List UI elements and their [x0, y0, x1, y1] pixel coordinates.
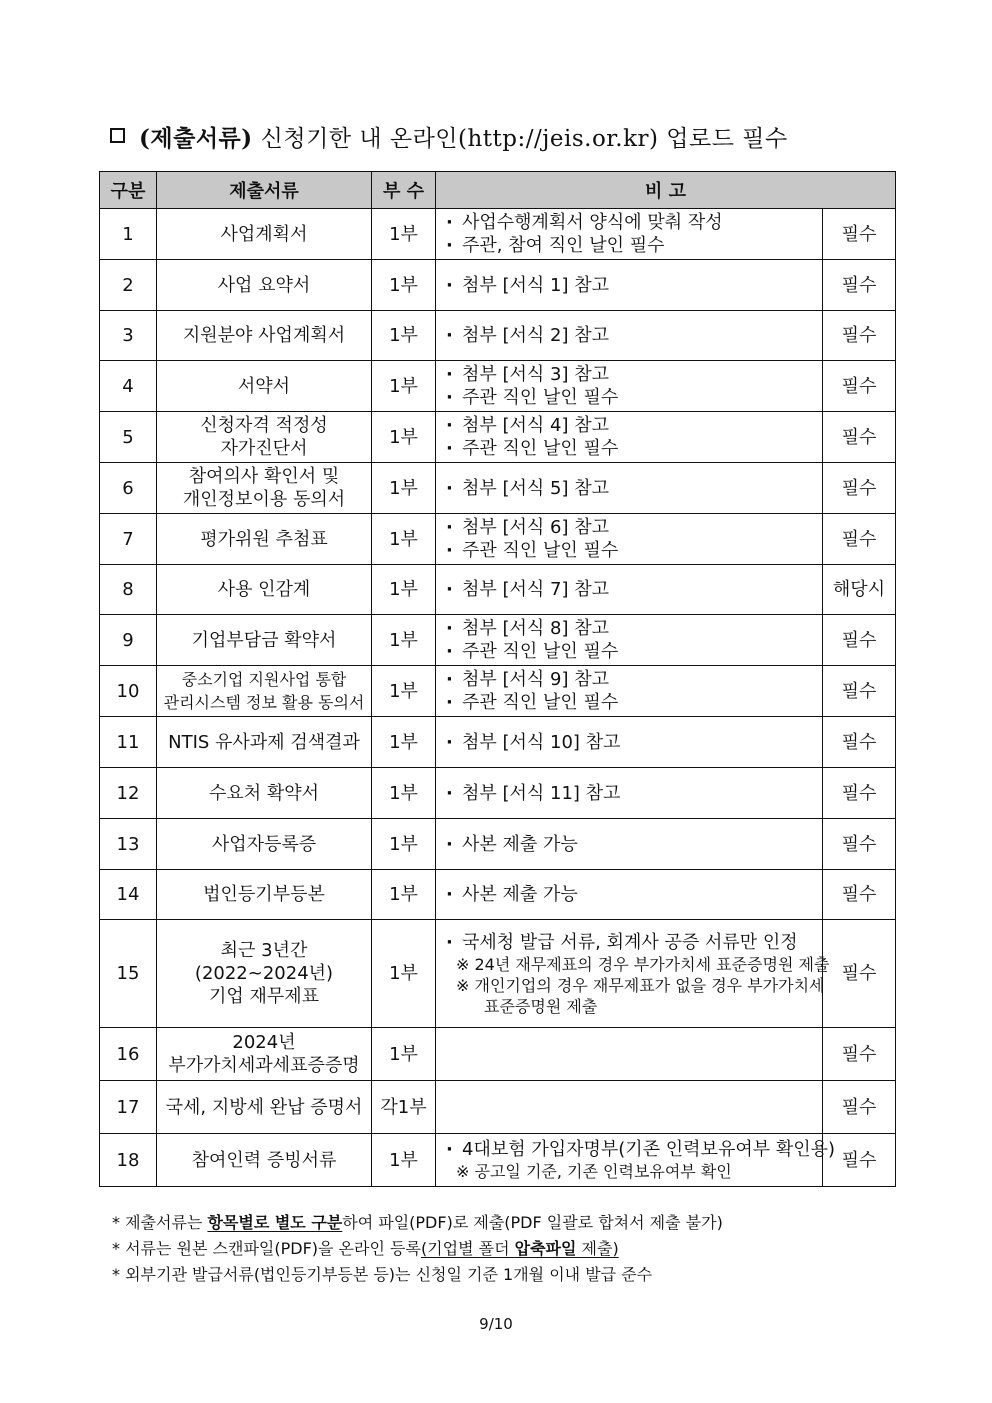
document-line: 자가진단서: [220, 438, 308, 459]
row-required: 필수: [823, 412, 896, 463]
row-copies: 1부: [372, 717, 436, 768]
row-document: 참여인력 증빙서류: [157, 1134, 372, 1187]
row-document: 사업자등록증: [157, 819, 372, 870]
document-line: 부가가치세과세표증증명: [168, 1055, 360, 1076]
note-item: · 주관 직인 날인 필수: [446, 691, 822, 714]
row-copies: 1부: [372, 412, 436, 463]
row-no: 8: [100, 565, 157, 615]
row-notes: [436, 209, 823, 260]
document-line: 최근 3년간: [220, 940, 308, 961]
row-copies: 1부: [372, 615, 436, 666]
document-line: 신청자격 적정성: [200, 415, 328, 436]
row-required: 필수: [823, 1081, 896, 1134]
row-no: 2: [100, 260, 157, 311]
row-required: 필수: [823, 463, 896, 514]
table-row: [100, 260, 896, 311]
note-item: · 첨부 [서식 10] 참고: [446, 731, 822, 754]
row-document: 법인등기부등본: [157, 870, 372, 920]
row-required: 필수: [823, 870, 896, 920]
section-title: [110, 120, 788, 153]
footnote-emphasis: 항목별로 별도 구분: [207, 1213, 343, 1232]
row-no: 18: [100, 1134, 157, 1187]
document-line: 기업 재무제표: [208, 986, 320, 1007]
row-copies: 1부: [372, 209, 436, 260]
row-required: 필수: [823, 311, 896, 361]
row-notes: [436, 1134, 836, 1187]
document-line: 개인정보이용 동의서: [182, 489, 346, 510]
row-no: 16: [100, 1028, 157, 1081]
row-no: 5: [100, 412, 157, 463]
table-row: [100, 209, 896, 260]
row-no: 1: [100, 209, 157, 260]
footnote-1: [112, 1210, 723, 1236]
row-copies: 1부: [372, 666, 436, 717]
table-row: [100, 514, 896, 565]
row-document: 평가위원 추첨표: [157, 514, 372, 565]
footnote-3: * 외부기관 발급서류(법인등기부등본 등)는 신청일 기준 1개월 이내 발급 준수: [112, 1265, 653, 1284]
row-no: 17: [100, 1081, 157, 1134]
note-item: · 첨부 [서식 5] 참고: [446, 477, 822, 500]
section-title-bold: (제출서류): [139, 125, 253, 152]
footnotes: [112, 1210, 723, 1288]
row-no: 3: [100, 311, 157, 361]
row-required: 필수: [823, 1134, 896, 1187]
table-row: [100, 361, 896, 412]
row-notes: [436, 717, 823, 768]
document-line: 2024년: [232, 1032, 296, 1053]
row-copies: 1부: [372, 361, 436, 412]
footnote-2: [112, 1236, 723, 1262]
row-notes: [436, 819, 823, 870]
note-item: · 사업수행계획서 양식에 맞춰 작성: [446, 211, 822, 234]
row-no: 6: [100, 463, 157, 514]
header-document: 제출서류: [157, 172, 372, 209]
row-copies: 1부: [372, 311, 436, 361]
table-row: [100, 311, 896, 361]
note-item: · 국세청 발급 서류, 회계사 공증 서류만 인정: [446, 931, 822, 954]
footnote-text: 하여 파일(PDF)로 제출(PDF 일괄로 합쳐서 제출 불가): [342, 1213, 723, 1232]
row-document: NTIS 유사과제 검색결과: [157, 717, 372, 768]
row-notes: [436, 412, 823, 463]
sub-note: ※ 공고일 기준, 기존 인력보유여부 확인: [456, 1162, 732, 1181]
table-row: [100, 819, 896, 870]
row-required: 필수: [823, 1028, 896, 1081]
table-header-row: [100, 172, 896, 209]
sub-note-continued: 표준증명원 제출: [484, 996, 598, 1016]
row-notes: [436, 920, 830, 1028]
note-item: · 주관 직인 날인 필수: [446, 640, 822, 663]
row-copies: 1부: [372, 1028, 436, 1081]
row-copies: 1부: [372, 260, 436, 311]
section-title-rest: 신청기한 내 온라인(http://jeis.or.kr) 업로드 필수: [260, 126, 788, 152]
note-item: · 첨부 [서식 8] 참고: [446, 617, 822, 640]
row-copies: 1부: [372, 463, 436, 514]
header-no: 구분: [100, 172, 157, 209]
table-row: [100, 870, 896, 920]
document-line: 관리시스템 정보 활용 동의서: [163, 693, 365, 712]
note-item: · 첨부 [서식 7] 참고: [446, 578, 822, 601]
sub-note: ※ 24년 재무제표의 경우 부가가치세 표준증명원 제출: [456, 954, 830, 974]
row-notes: [436, 311, 823, 361]
table-row: [100, 717, 896, 768]
document-line: 참여의사 확인서 및: [188, 466, 340, 487]
row-required: 필수: [823, 819, 896, 870]
row-copies: 각1부: [372, 1081, 436, 1134]
row-no: 13: [100, 819, 157, 870]
row-document: 서약서: [157, 361, 372, 412]
row-notes: [436, 870, 823, 920]
row-notes: [436, 1028, 823, 1081]
row-copies: 1부: [372, 870, 436, 920]
footnote-text: * 제출서류는: [112, 1213, 208, 1232]
row-required: 필수: [823, 768, 896, 819]
row-notes: [436, 565, 823, 615]
row-document: 사업계획서: [157, 209, 372, 260]
sub-note: ※ 개인기업의 경우 재무제표가 없을 경우 부가가치세: [456, 975, 825, 995]
row-copies: 1부: [372, 920, 436, 1028]
row-no: 15: [100, 920, 157, 1028]
table-row: [100, 768, 896, 819]
table-row: [100, 666, 896, 717]
row-document: [157, 920, 372, 1028]
row-notes: [436, 666, 823, 717]
footnote-underline: 제출): [576, 1239, 619, 1258]
note-item: · 4대보험 가입자명부(기존 인력보유여부 확인용): [446, 1138, 822, 1161]
row-notes: [436, 615, 823, 666]
table-row: [100, 565, 896, 615]
row-required: 필수: [823, 615, 896, 666]
row-document: 수요처 확약서: [157, 768, 372, 819]
row-no: 7: [100, 514, 157, 565]
footnote-text: * 서류는 원본 스캔파일(PDF)을 온라인 등록: [112, 1239, 421, 1258]
table-row: [100, 1134, 896, 1187]
note-item: · 첨부 [서식 11] 참고: [446, 782, 822, 805]
note-item: · 첨부 [서식 9] 참고: [446, 668, 822, 691]
row-document: [157, 1028, 372, 1081]
row-document: [157, 463, 372, 514]
row-notes: [436, 514, 823, 565]
row-copies: 1부: [372, 514, 436, 565]
row-copies: 1부: [372, 768, 436, 819]
row-no: 10: [100, 666, 157, 717]
note-item: · 첨부 [서식 3] 참고: [446, 363, 822, 386]
note-item: · 첨부 [서식 2] 참고: [446, 324, 822, 347]
footnote-underline: (기업별 폴더: [420, 1239, 515, 1258]
checkbox-square-icon: [110, 128, 125, 143]
header-copies: 부 수: [372, 172, 436, 209]
row-document: [157, 666, 372, 717]
note-item: · 주관 직인 날인 필수: [446, 539, 822, 562]
row-required: 필수: [823, 209, 896, 260]
document-line: 중소기업 지원사업 통합: [181, 670, 347, 689]
document-line: (2022~2024년): [194, 963, 334, 984]
row-document: 기업부담금 확약서: [157, 615, 372, 666]
row-notes: [436, 260, 823, 311]
row-required: 필수: [823, 920, 896, 1028]
row-no: 4: [100, 361, 157, 412]
note-item: · 첨부 [서식 4] 참고: [446, 414, 822, 437]
row-no: 14: [100, 870, 157, 920]
row-notes: [436, 463, 823, 514]
table-row: [100, 1081, 896, 1134]
row-required: 필수: [823, 717, 896, 768]
note-item: · 사본 제출 가능: [446, 883, 822, 906]
row-required: 해당시: [823, 565, 896, 615]
note-item: · 첨부 [서식 1] 참고: [446, 274, 822, 297]
row-no: 11: [100, 717, 157, 768]
note-item: · 첨부 [서식 6] 참고: [446, 516, 822, 539]
note-item: · 주관 직인 날인 필수: [446, 437, 822, 460]
table-row: [100, 463, 896, 514]
table-row: [100, 1028, 896, 1081]
row-document: 국세, 지방세 완납 증명서: [157, 1081, 372, 1134]
row-notes: [436, 361, 823, 412]
row-notes: [436, 768, 823, 819]
note-item: · 사본 제출 가능: [446, 833, 822, 856]
footnote-emphasis: 압축파일: [514, 1239, 577, 1258]
row-document: 사용 인감계: [157, 565, 372, 615]
row-notes: [436, 1081, 823, 1134]
row-copies: 1부: [372, 565, 436, 615]
table-row: [100, 920, 896, 1028]
row-document: 지원분야 사업계획서: [157, 311, 372, 361]
row-required: 필수: [823, 361, 896, 412]
row-copies: 1부: [372, 1134, 436, 1187]
row-required: 필수: [823, 666, 896, 717]
row-no: 12: [100, 768, 157, 819]
note-item: · 주관 직인 날인 필수: [446, 386, 822, 409]
row-document: 사업 요약서: [157, 260, 372, 311]
submission-documents-table: [99, 171, 896, 1187]
row-copies: 1부: [372, 819, 436, 870]
row-required: 필수: [823, 514, 896, 565]
header-remarks: 비 고: [436, 172, 896, 209]
row-required: 필수: [823, 260, 896, 311]
page-number: 9/10: [479, 1315, 513, 1333]
note-item: · 주관, 참여 직인 날인 필수: [446, 234, 822, 257]
table-row: [100, 615, 896, 666]
row-no: 9: [100, 615, 157, 666]
row-document: [157, 412, 372, 463]
table-row: [100, 412, 896, 463]
